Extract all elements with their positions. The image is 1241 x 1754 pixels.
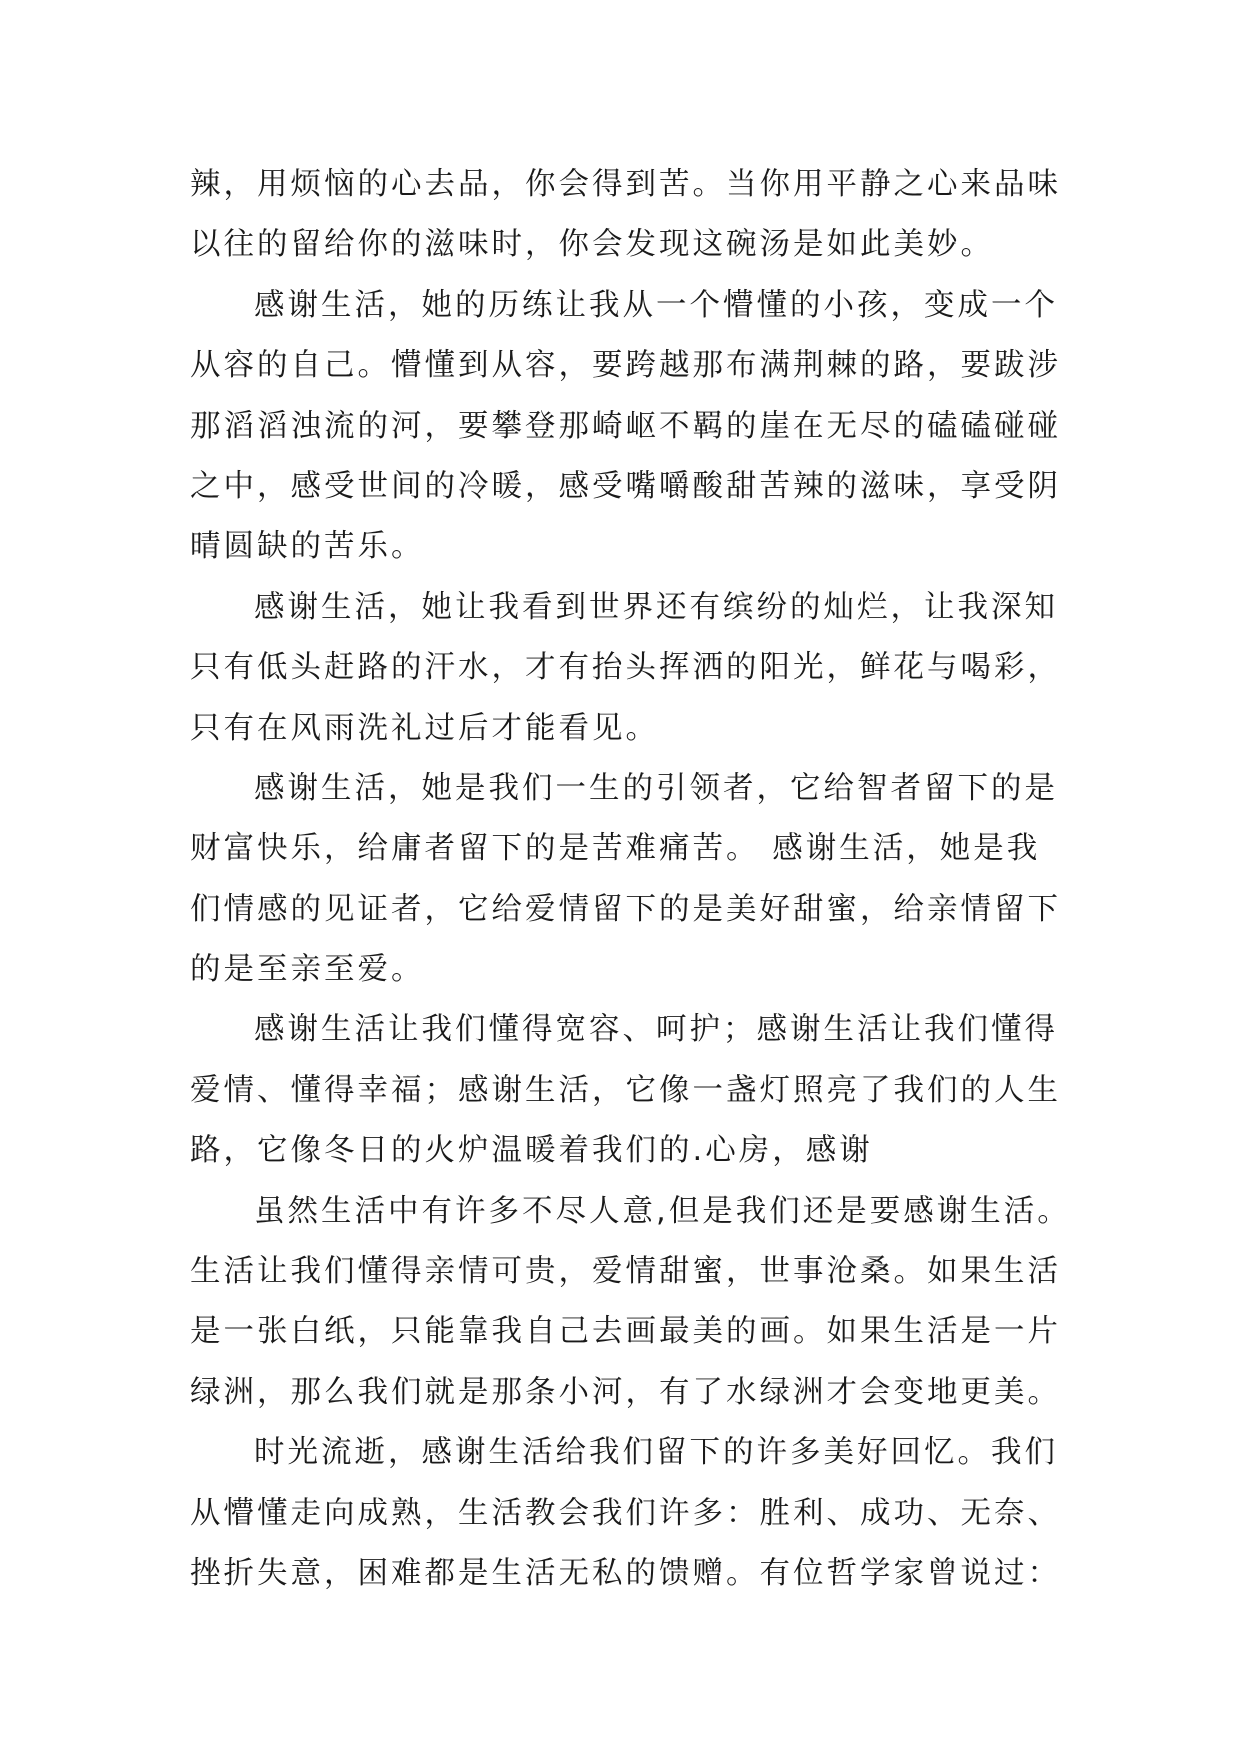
text-line: 感谢生活让我们懂得宽容、呵护；感谢生活让我们懂得 bbox=[254, 1012, 1058, 1048]
text-line: 晴圆缺的苦乐。 bbox=[190, 529, 425, 565]
body-text bbox=[190, 155, 1070, 1604]
text-line: 爱情、懂得幸福；感谢生活，它像一盏灯照亮了我们的人生 bbox=[190, 1072, 1061, 1108]
text-line: 虽然生活中有许多不尽人意,但是我们还是要感谢生活。 bbox=[254, 1193, 1071, 1229]
text-line: 的是至亲至爱。 bbox=[190, 952, 425, 988]
text-line: 是一张白纸，只能靠我自己去画最美的画。如果生活是一片 bbox=[190, 1314, 1061, 1350]
text-line: 挫折失意，困难都是生活无私的馈赠。有位哲学家曾说过： bbox=[190, 1555, 1061, 1591]
text-line: 感谢生活，她是我们一生的引领者，它给智者留下的是 bbox=[254, 770, 1058, 806]
text-line: 那滔滔浊流的河，要攀登那崎岖不羁的崖在无尽的磕磕碰碰 bbox=[190, 408, 1061, 444]
text-line: 从懵懂走向成熟，生活教会我们许多：胜利、成功、无奈、 bbox=[190, 1495, 1061, 1531]
text-line: 感谢生活，她的历练让我从一个懵懂的小孩，变成一个 bbox=[254, 287, 1058, 323]
text-line: 绿洲，那么我们就是那条小河，有了水绿洲才会变地更美。 bbox=[190, 1374, 1061, 1410]
text-line: 财富快乐，给庸者留下的是苦难痛苦。 感谢生活，她是我 bbox=[190, 831, 1041, 867]
text-line: 只有低头赶路的汗水，才有抬头挥洒的阳光，鲜花与喝彩， bbox=[190, 650, 1061, 686]
text-line: 生活让我们懂得亲情可贵，爱情甜蜜，世事沧桑。如果生活 bbox=[190, 1254, 1061, 1290]
text-line: 以往的留给你的滋味时，你会发现这碗汤是如此美妙。 bbox=[190, 227, 994, 263]
text-line: 感谢生活，她让我看到世界还有缤纷的灿烂，让我深知 bbox=[254, 589, 1058, 625]
text-line: 从容的自己。懵懂到从容，要跨越那布满荆棘的路，要跋涉 bbox=[190, 348, 1061, 384]
text-line: 路，它像冬日的火炉温暖着我们的.心房，感谢 bbox=[190, 1133, 873, 1169]
text-line: 时光流逝，感谢生活给我们留下的许多美好回忆。我们 bbox=[254, 1435, 1058, 1471]
text-line: 之中，感受世间的冷暖，感受嘴嚼酸甜苦辣的滋味，享受阴 bbox=[190, 468, 1061, 504]
text-line: 只有在风雨洗礼过后才能看见。 bbox=[190, 710, 659, 746]
text-line: 辣，用烦恼的心去品，你会得到苦。当你用平静之心来品味 bbox=[190, 167, 1061, 202]
text-line: 们情感的见证者，它给爱情留下的是美好甜蜜，给亲情留下 bbox=[190, 891, 1061, 927]
